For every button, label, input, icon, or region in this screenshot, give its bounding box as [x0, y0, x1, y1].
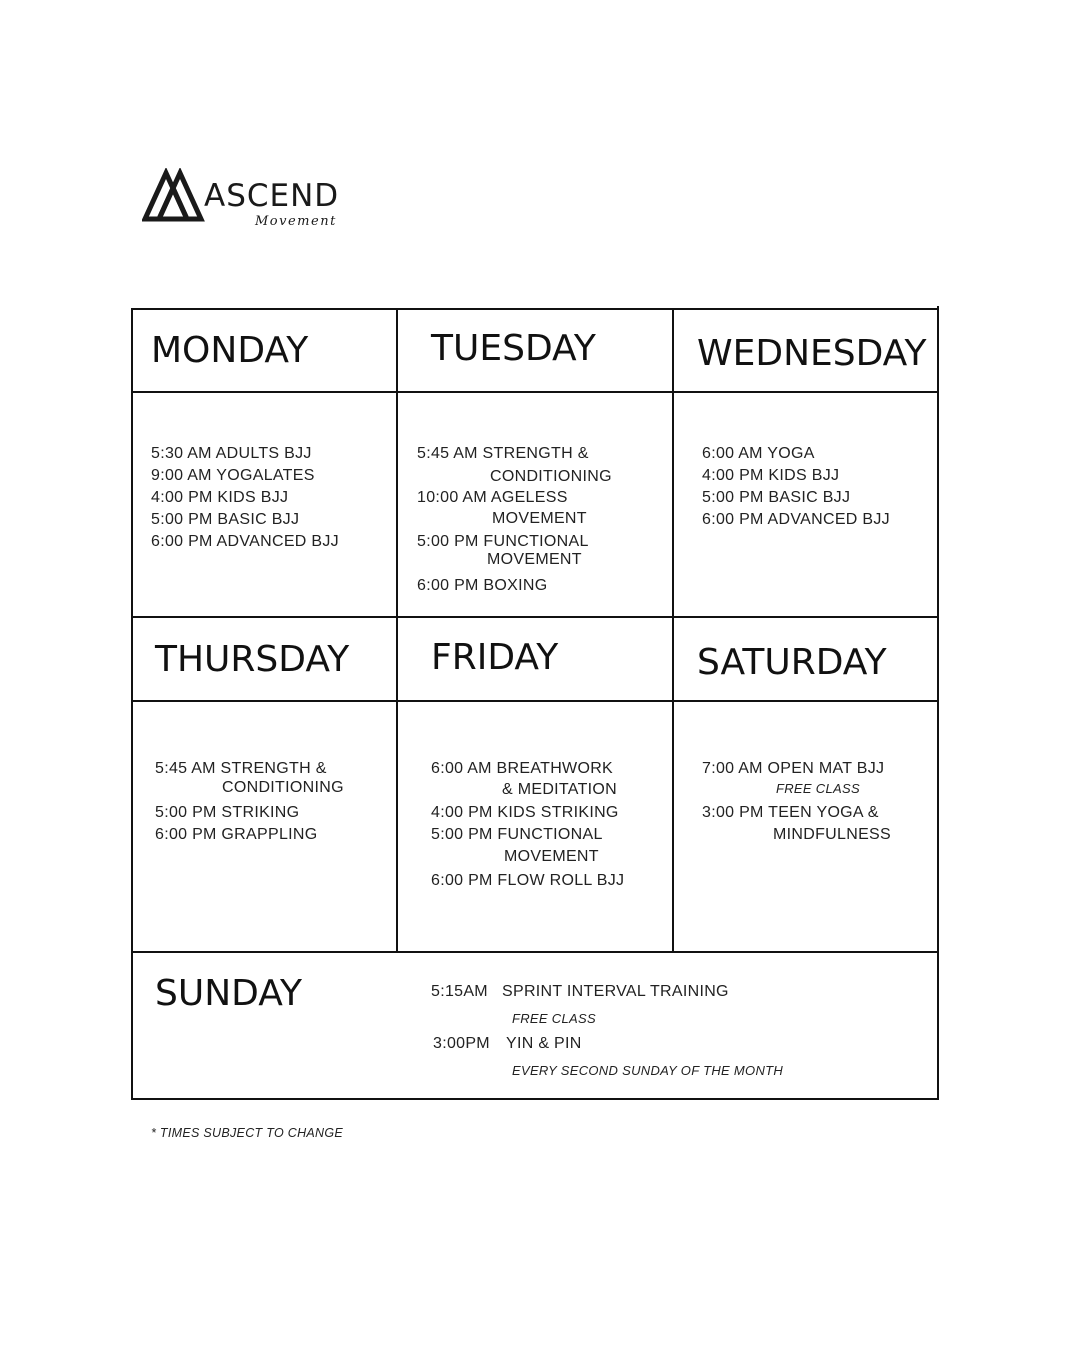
class-entry: 6:00 AM BREATHWORK — [431, 760, 614, 777]
class-entry: 6:00 PM ADVANCED BJJ — [702, 511, 890, 528]
column-divider — [672, 308, 674, 953]
saturday-heading: SATURDAY — [697, 642, 887, 683]
table-border-left — [131, 308, 133, 1100]
friday-heading: FRIDAY — [431, 637, 559, 678]
tuesday-heading: TUESDAY — [431, 328, 596, 369]
brand-subtitle: Movement — [255, 214, 337, 229]
ascend-logo-icon — [142, 168, 206, 226]
class-entry: 6:00 AM YOGA — [702, 445, 815, 462]
class-entry: 6:00 PM ADVANCED BJJ — [151, 533, 339, 550]
row-divider — [131, 616, 939, 618]
class-time: 5:15AM — [431, 983, 488, 1000]
free-class-note: FREE CLASS — [776, 781, 860, 796]
class-entry-continuation: MOVEMENT — [504, 848, 599, 865]
wednesday-heading: WEDNESDAY — [697, 333, 927, 374]
footnote: * TIMES SUBJECT TO CHANGE — [151, 1126, 344, 1140]
class-name: YIN & PIN — [506, 1035, 582, 1052]
class-entry: 5:45 AM STRENGTH & — [417, 445, 589, 462]
class-entry: 6:00 PM GRAPPLING — [155, 826, 318, 843]
class-entry-continuation: CONDITIONING — [222, 779, 344, 796]
table-border-right — [937, 306, 939, 1100]
brand-name: ASCEND — [204, 178, 340, 214]
class-entry: 5:00 PM BASIC BJJ — [151, 511, 300, 528]
brand-logo — [142, 168, 342, 238]
class-entry: 7:00 AM OPEN MAT BJJ — [702, 760, 885, 777]
class-entry: 5:00 PM BASIC BJJ — [702, 489, 851, 506]
class-entry: 5:00 PM FUNCTIONAL — [431, 826, 603, 843]
class-entry: 4:00 PM KIDS BJJ — [151, 489, 289, 506]
thursday-heading: THURSDAY — [155, 639, 350, 680]
class-entry: 5:30 AM ADULTS BJJ — [151, 445, 312, 462]
class-name: SPRINT INTERVAL TRAINING — [502, 983, 729, 1000]
table-border-bottom — [131, 1098, 939, 1100]
class-entry: 4:00 PM KIDS BJJ — [702, 467, 840, 484]
class-entry-continuation: MOVEMENT — [487, 551, 582, 568]
monday-heading: MONDAY — [151, 330, 309, 371]
class-time: 3:00PM — [433, 1035, 490, 1052]
class-entry: 6:00 PM BOXING — [417, 577, 548, 594]
class-entry: 5:00 PM FUNCTIONAL — [417, 533, 589, 550]
class-entry-continuation: CONDITIONING — [490, 468, 612, 485]
class-entry-continuation: MOVEMENT — [492, 510, 587, 527]
class-entry: 3:00 PM TEEN YOGA & — [702, 804, 879, 821]
column-divider — [396, 308, 398, 953]
row-divider — [131, 951, 939, 953]
class-entry: 5:45 AM STRENGTH & — [155, 760, 327, 777]
class-entry: 4:00 PM KIDS STRIKING — [431, 804, 619, 821]
sunday-heading: SUNDAY — [155, 973, 303, 1014]
class-entry: 9:00 AM YOGALATES — [151, 467, 315, 484]
class-entry-continuation: & MEDITATION — [502, 781, 618, 798]
row-divider — [131, 391, 939, 393]
table-border-top — [131, 308, 939, 310]
class-entry: 6:00 PM FLOW ROLL BJJ — [431, 872, 625, 889]
class-entry: 5:00 PM STRIKING — [155, 804, 300, 821]
class-entry: 10:00 AM AGELESS — [417, 489, 568, 506]
row-divider — [131, 700, 939, 702]
free-class-note: FREE CLASS — [512, 1011, 596, 1026]
class-entry-continuation: MINDFULNESS — [773, 826, 891, 843]
frequency-note: EVERY SECOND SUNDAY OF THE MONTH — [512, 1063, 784, 1078]
